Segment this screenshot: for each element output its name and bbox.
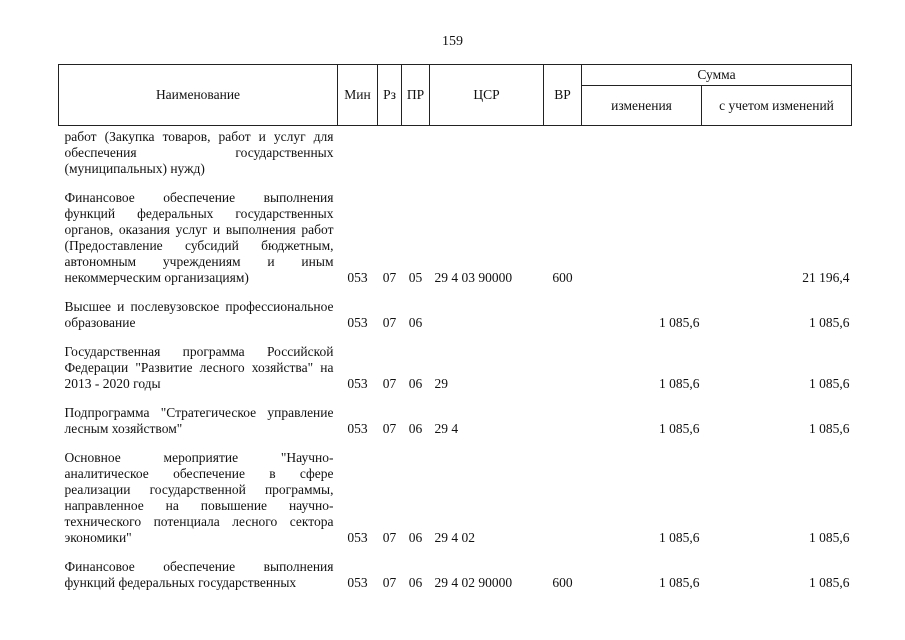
table-row [59,394,852,439]
row-min [338,126,378,180]
row-pr: 06 [408,315,423,330]
row-change: 1 085,6 [659,376,700,391]
budget-table [58,64,852,593]
row-vr [544,394,582,439]
row-name: Финансовое обеспечение выполнения функций федеральных государственных [64,559,334,590]
row-vr [544,439,582,548]
row-vr: 600 [552,270,573,285]
row-name: работ (Закупка товаров, работ и услуг для обеспечения государственных (муниципальных) нужд) [64,129,334,176]
row-csr: 29 4 02 90000 [434,575,513,590]
row-rz: 07 [382,575,397,590]
row-vr [544,333,582,394]
row-with-change: 1 085,6 [809,575,850,590]
row-rz: 07 [382,421,397,436]
row-vr: 600 [552,575,573,590]
row-rz: 07 [382,270,397,285]
header-vr: ВР [544,65,582,126]
header-csr: ЦСР [430,65,544,126]
row-change [582,179,702,288]
row-pr: 06 [408,421,423,436]
row-name: Финансовое обеспечение выполнения функций федеральных государственных органов, оказания услуг и выполнения работ (Предоставление субсидий бюджетным, автономным учреждениям и иным некоммерческим организациям) [64,190,334,285]
row-csr [430,288,544,333]
page-number: 159 [442,34,463,49]
row-with-change: 21 196,4 [802,270,850,285]
row-change [582,126,702,180]
row-with-change: 1 085,6 [809,315,850,330]
row-vr [544,126,582,180]
table-row [59,333,852,394]
row-min: 053 [347,530,368,545]
header-min: Мин [338,65,378,126]
row-rz: 07 [382,376,397,391]
row-rz: 07 [382,530,397,545]
row-pr [402,126,430,180]
table-row [59,548,852,593]
row-pr: 06 [408,376,423,391]
row-change: 1 085,6 [659,421,700,436]
row-with-change: 1 085,6 [809,376,850,391]
row-pr: 05 [408,270,423,285]
row-min: 053 [347,315,368,330]
row-rz: 07 [382,315,397,330]
table-header [59,65,852,126]
row-with-change: 1 085,6 [809,530,850,545]
row-pr: 06 [408,575,423,590]
row-min: 053 [347,421,368,436]
row-vr [544,288,582,333]
row-name: Государственная программа Российской Федерации "Развитие лесного хозяйства" на 2013 - 2020 годы [64,344,334,391]
header-with-change: с учетом изменений [702,86,852,126]
table-row [59,179,852,288]
table-row [59,439,852,548]
row-with-change [702,126,852,180]
header-change: изменения [582,86,702,126]
header-rz: Рз [378,65,402,126]
row-csr: 29 4 03 90000 [434,270,513,285]
row-name: Основное мероприятие "Научно-аналитическое обеспечение в сфере реализации государственной программы, направленное на повышение научно-технического потенциала лесного сектора экономики" [64,450,334,545]
row-min: 053 [347,575,368,590]
row-min: 053 [347,376,368,391]
row-csr: 29 4 [434,421,459,436]
row-csr: 29 4 02 [434,530,475,545]
table-body [59,126,852,594]
header-sum: Сумма [582,65,852,86]
row-rz [378,126,402,180]
row-pr: 06 [408,530,423,545]
row-name: Подпрограмма "Стратегическое управление лесным хозяйством" [64,405,334,436]
row-with-change: 1 085,6 [809,421,850,436]
row-change: 1 085,6 [659,315,700,330]
table-row [59,288,852,333]
row-change: 1 085,6 [659,530,700,545]
table-row [59,126,852,180]
header-pr: ПР [402,65,430,126]
row-name: Высшее и послевузовское профессиональное образование [64,299,334,330]
row-csr: 29 [434,376,448,391]
row-csr [430,126,544,180]
header-name: Наименование [59,65,338,126]
row-change: 1 085,6 [659,575,700,590]
row-min: 053 [347,270,368,285]
